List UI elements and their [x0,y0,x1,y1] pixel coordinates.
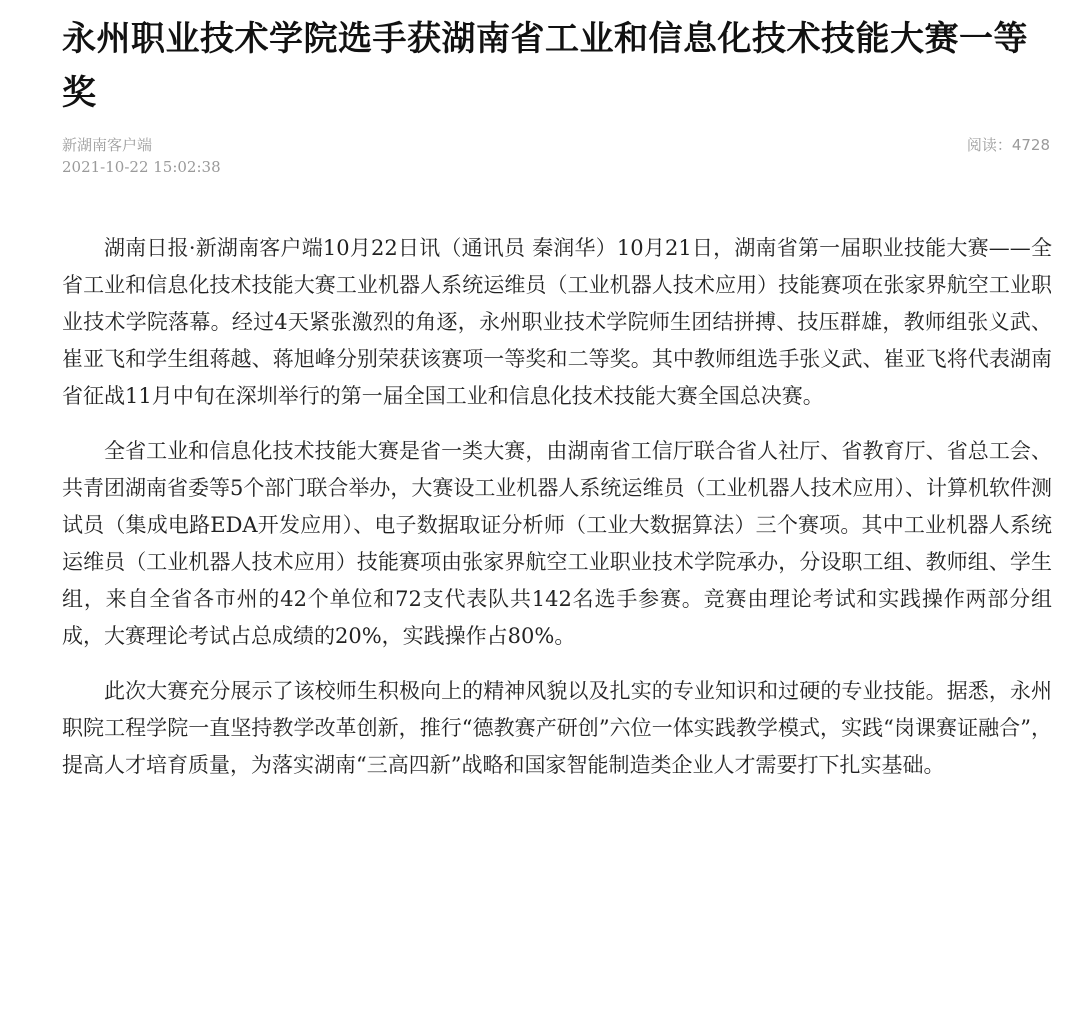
article-title: 永州职业技术学院选手获湖南省工业和信息化技术技能大赛一等奖 [62,19,1028,113]
article-paragraph-3: 此次大赛充分展示了该校师生积极向上的精神风貌以及扎实的专业知识和过硬的专业技能。据悉，永州职院工程学院一直坚持教学改革创新，推行“德教赛产研创”六位一体实践教学模式，实践“岗课赛证融合”，提高人才培育质量，为落实湖南“三高四新”战略和国家智能制造类企业人才需要打下扎实基础。 [62,679,1052,777]
article-source: 新湖南客户端 [62,136,153,154]
article-paragraph-1: 湖南日报·新湖南客户端10月22日讯（通讯员 秦润华）10月21日，湖南省第一届职业技能大赛——全省工业和信息化技术技能大赛工业机器人系统运维员（工业机器人技术应用）技能赛项在张家界航空工业职业技术学院落幕。经过4天紧张激烈的角逐，永州职业技术学院师生团结拼搏、技压群雄，教师组张义武、崔亚飞和学生组蒋越、蒋旭峰分别荣获该赛项一等奖和二等奖。其中教师组选手张义武、崔亚飞将代表湖南省征战11月中旬在深圳举行的第一届全国工业和信息化技术技能大赛全国总决赛。 [62,236,1052,408]
article-body [62,230,1052,784]
read-count: 阅读：4728 [966,136,1050,154]
article-paragraph-2: 全省工业和信息化技术技能大赛是省一类大赛，由湖南省工信厅联合省人社厅、省教育厅、省总工会、共青团湖南省委等5个部门联合举办，大赛设工业机器人系统运维员（工业机器人技术应用）、计算机软件测试员（集成电路EDA开发应用）、电子数据取证分析师（工业大数据算法）三个赛项。其中工业机器人系统运维员（工业机器人技术应用）技能赛项由张家界航空工业职业技术学院承办，分设职工组、教师组、学生组，来自全省各市州的42个单位和72支代表队共142名选手参赛。竞赛由理论考试和实践操作两部分组成，大赛理论考试占总成绩的20%，实践操作占80%。 [62,439,1052,648]
article-datetime: 2021-10-22 15:02:38 [62,158,221,176]
article-meta [62,134,1050,182]
